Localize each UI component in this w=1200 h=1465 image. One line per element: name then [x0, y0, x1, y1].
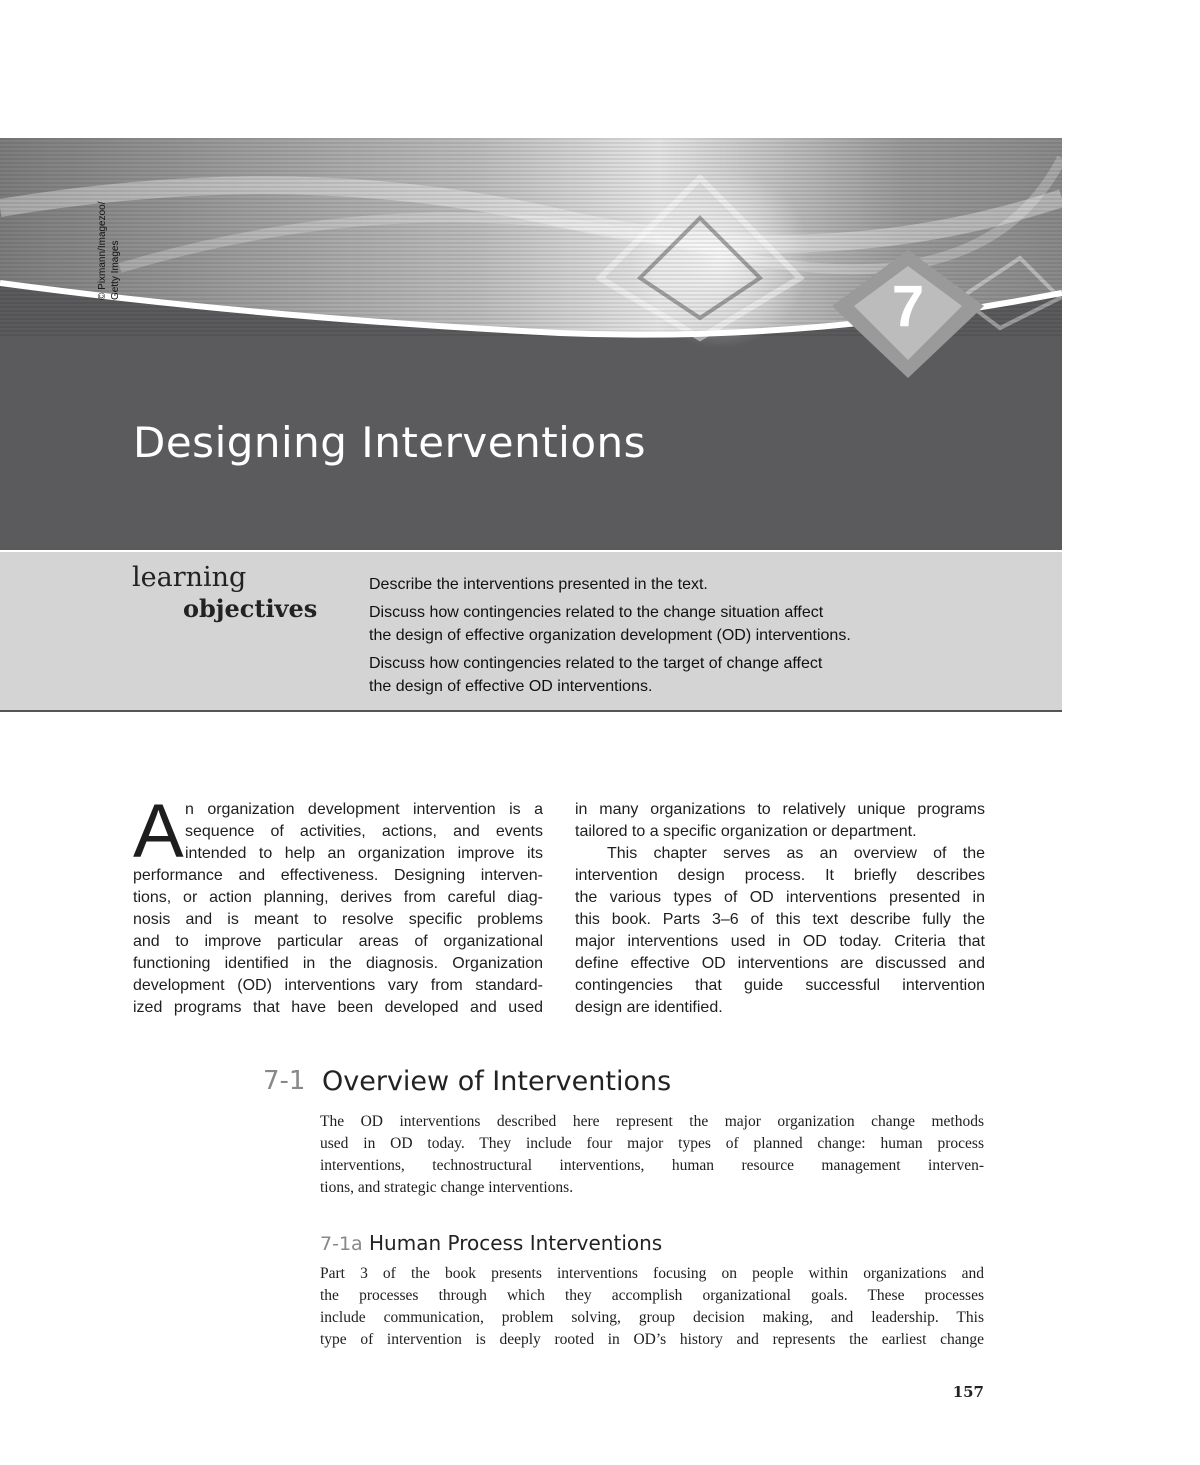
learning-objectives-list	[369, 573, 1009, 703]
photo-credit: © Pixmann/Imagezoo/ Getty Images	[97, 201, 121, 300]
learning-objective: Describe the interventions presented in the text.	[369, 576, 708, 593]
chapter-title: Designing Interventions	[133, 418, 647, 467]
section-number: 7-1	[263, 1066, 306, 1096]
section-heading: Overview of Interventions	[322, 1066, 672, 1097]
learning-objectives-label-1: learning	[132, 562, 247, 593]
learning-objective: Discuss how contingencies related to the change situation affect the design of effective organization development (OD) interventions.	[369, 604, 851, 644]
drop-cap: A	[133, 789, 184, 874]
section-body: The OD interventions described here represent the major organization change methods used in OD today. They include four major types of planned change: human process interventions, technostructural interventions, human resource management interven- tions, and strategic change interventions.	[320, 1113, 984, 1196]
subsection-heading: Human Process Interventions	[369, 1231, 663, 1255]
intro-column-left: n organization development intervention is a sequence of activities, actions, and events intended to help an organization improve its performance and effectiveness. Designing interven- tions, or action planning, derives from careful diag- nosis and is meant to resolve specific problems and to improve particular areas of organizational functioning identified in the diagnosis. Organization development (OD) interventions vary from standard- ized programs that have been developed and used	[133, 801, 543, 1016]
learning-objectives-box	[0, 552, 1062, 712]
intro-column-right: in many organizations to relatively unique programs tailored to a specific organization or department. This chapter serves as an overview of the intervention design process. It briefly describes the various types of OD interventions presented in this book. Parts 3–6 of this text describe fully the major interventions used in OD today. Criteria that define effective OD interventions are discussed and contingencies that guide successful intervention design are identified.	[575, 801, 985, 1016]
subsection-number: 7-1a	[320, 1233, 363, 1255]
learning-objective: Discuss how contingencies related to the target of change affect the design of effective OD interventions.	[369, 655, 823, 695]
page-number: 157	[952, 1383, 984, 1401]
chapter-number: 7	[891, 274, 925, 339]
learning-objectives-label-2: objectives	[183, 594, 318, 623]
subsection-body: Part 3 of the book presents interventions focusing on people within organizations and the processes through which they accomplish organizational goals. These processes include communication, problem solving, group decision making, and leadership. This type of intervention is deeply rooted in OD’s history and represents the earliest change	[320, 1265, 984, 1348]
